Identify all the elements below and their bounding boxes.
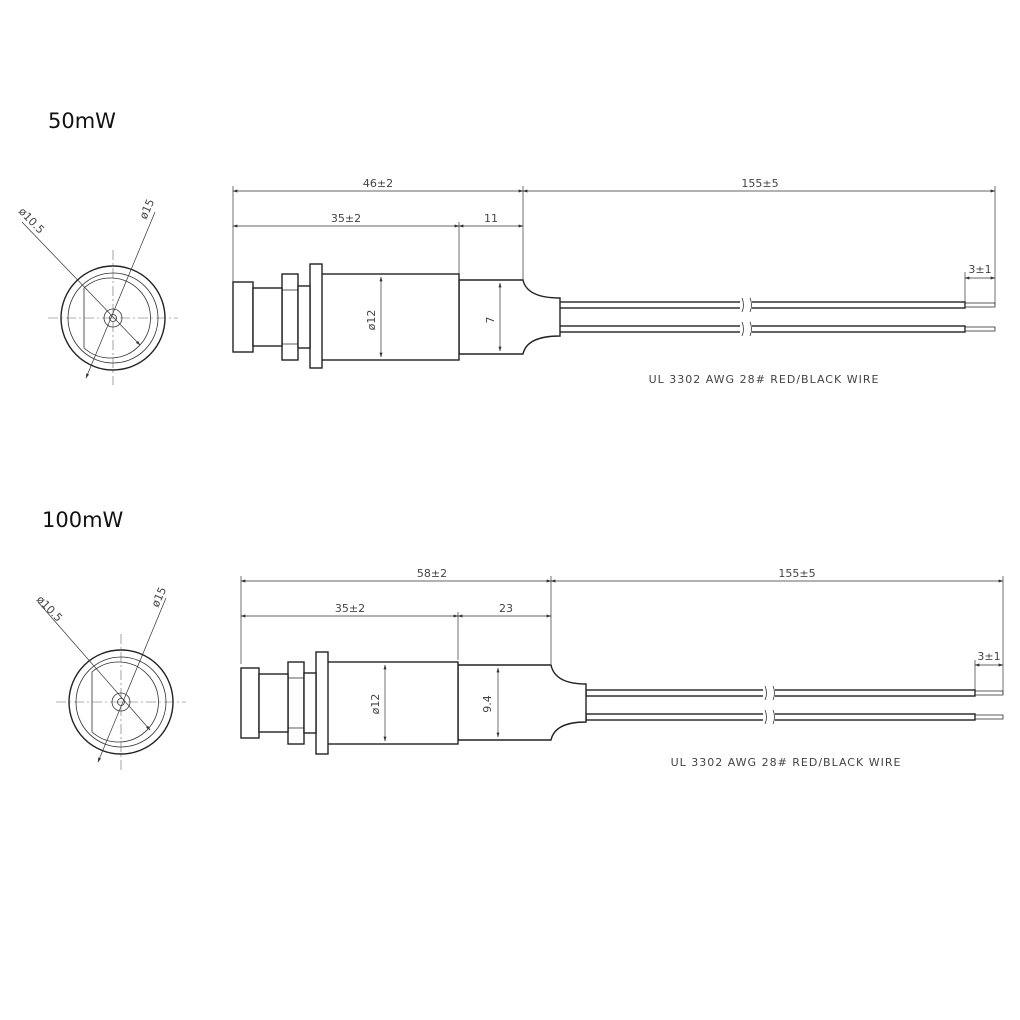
dim-tail-length: 11 xyxy=(484,212,498,225)
dim-wire-length: 155±5 xyxy=(778,567,816,580)
wire-spec-note: UL 3302 AWG 28# RED/BLACK WIRE xyxy=(670,756,902,769)
drawing-title: 100mW xyxy=(42,508,124,532)
end-view xyxy=(34,585,186,770)
drawing-title: 50mW xyxy=(48,109,116,133)
dim-body-length: 35±2 xyxy=(330,212,362,225)
dim-overall-length: 58±2 xyxy=(416,567,448,580)
dim-body-length: 35±2 xyxy=(334,602,366,615)
dim-strip-length: 3±1 xyxy=(977,650,1001,663)
dim-wire-length: 155±5 xyxy=(741,177,779,190)
end-view xyxy=(16,197,178,385)
dim-tail-diameter: 7 xyxy=(484,316,497,324)
dim-strip-length: 3±1 xyxy=(968,263,992,276)
dim-tail-diameter: 9.4 xyxy=(481,695,494,713)
dim-body-diameter: ø12 xyxy=(369,693,382,715)
dim-body-diameter: ø12 xyxy=(365,309,378,331)
dim-overall-length: 46±2 xyxy=(362,177,394,190)
dim-tail-length: 23 xyxy=(499,602,513,615)
side-view xyxy=(241,567,1003,769)
end-view-inner-diameter: ø10.5 xyxy=(15,205,47,237)
end-view-outer-diameter: ø15 xyxy=(136,196,158,222)
drawing-50mw xyxy=(16,109,995,386)
drawing-100mw xyxy=(34,508,1003,770)
end-view-inner-diameter: ø10.5 xyxy=(33,593,65,625)
wire-spec-note: UL 3302 AWG 28# RED/BLACK WIRE xyxy=(648,373,880,386)
end-view-outer-diameter: ø15 xyxy=(148,584,170,610)
side-view xyxy=(233,177,995,386)
